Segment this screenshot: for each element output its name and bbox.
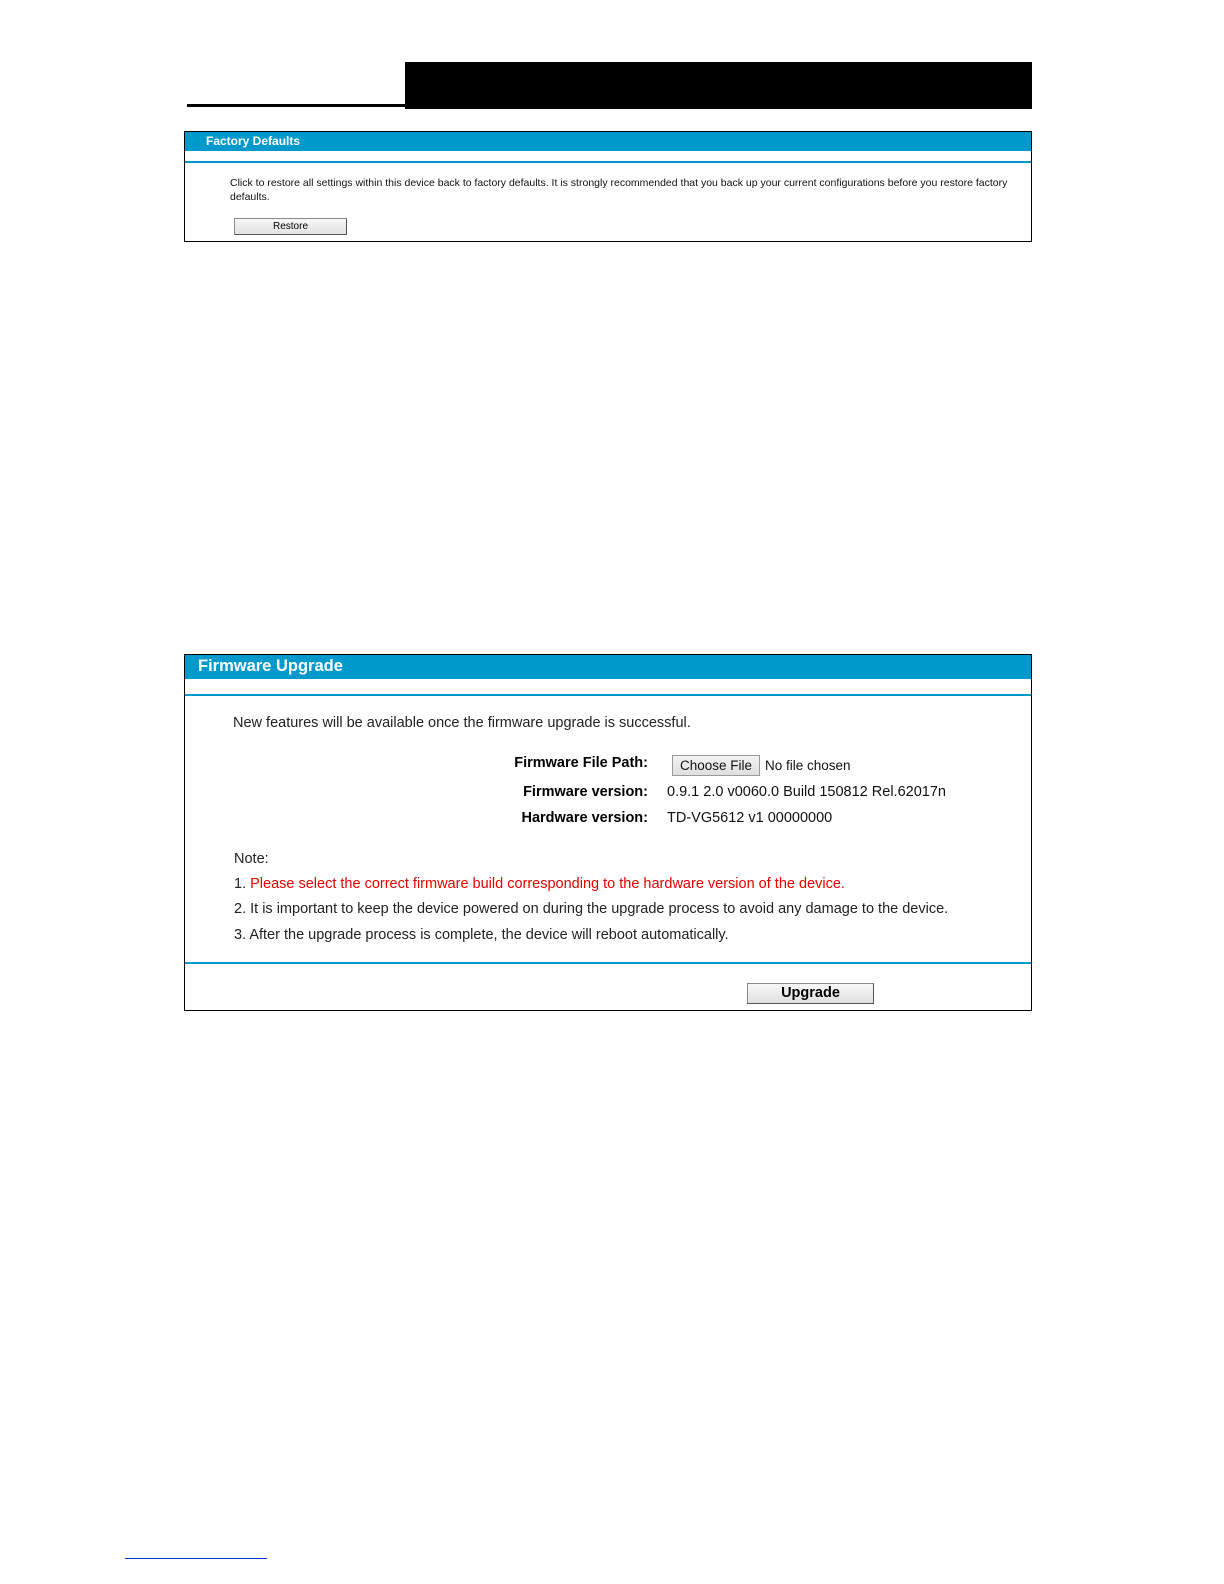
- factory-defaults-panel: [184, 131, 1032, 242]
- footer-link-underline: [125, 1558, 267, 1559]
- header-bar: [405, 62, 1032, 109]
- restore-button[interactable]: Restore: [234, 218, 347, 235]
- note-text-warning: Please select the correct firmware build corresponding to the hardware version of the device.: [250, 876, 845, 892]
- note-number: 3.: [234, 927, 250, 943]
- upgrade-button[interactable]: Upgrade: [747, 983, 874, 1004]
- hardware-version-label: Hardware version:: [521, 810, 648, 826]
- firmware-intro-text: New features will be available once the firmware upgrade is successful.: [233, 715, 691, 731]
- note-item: [234, 901, 948, 917]
- note-item: [234, 927, 729, 943]
- panel-divider: [185, 161, 1031, 163]
- note-item: [234, 876, 845, 892]
- firmware-upgrade-panel: [184, 654, 1032, 1011]
- firmware-file-path-label: Firmware File Path:: [514, 755, 648, 771]
- firmware-upgrade-title: Firmware Upgrade: [185, 655, 1031, 679]
- note-label: Note:: [234, 851, 269, 867]
- file-status-text: No file chosen: [765, 758, 851, 773]
- note-number: 2.: [234, 901, 251, 917]
- hardware-version-value: TD-VG5612 v1 00000000: [667, 810, 833, 826]
- note-text: After the upgrade process is complete, the device will reboot automatically.: [249, 927, 729, 943]
- firmware-version-value: 0.9.1 2.0 v0060.0 Build 150812 Rel.62017n: [667, 784, 946, 800]
- factory-defaults-title: Factory Defaults: [185, 132, 1031, 151]
- choose-file-button[interactable]: Choose File: [672, 755, 760, 776]
- panel-divider: [185, 694, 1031, 696]
- panel-divider: [185, 962, 1031, 964]
- firmware-version-label: Firmware version:: [523, 784, 648, 800]
- header-rule: [187, 104, 406, 107]
- factory-defaults-description: Click to restore all settings within this device back to factory defaults. It is strongly recommended that you back up your current configurations before you restore factory defaults.: [230, 177, 1008, 203]
- note-number: 1.: [234, 876, 251, 892]
- note-text: It is important to keep the device powered on during the upgrade process to avoid any damage to the device.: [250, 901, 949, 917]
